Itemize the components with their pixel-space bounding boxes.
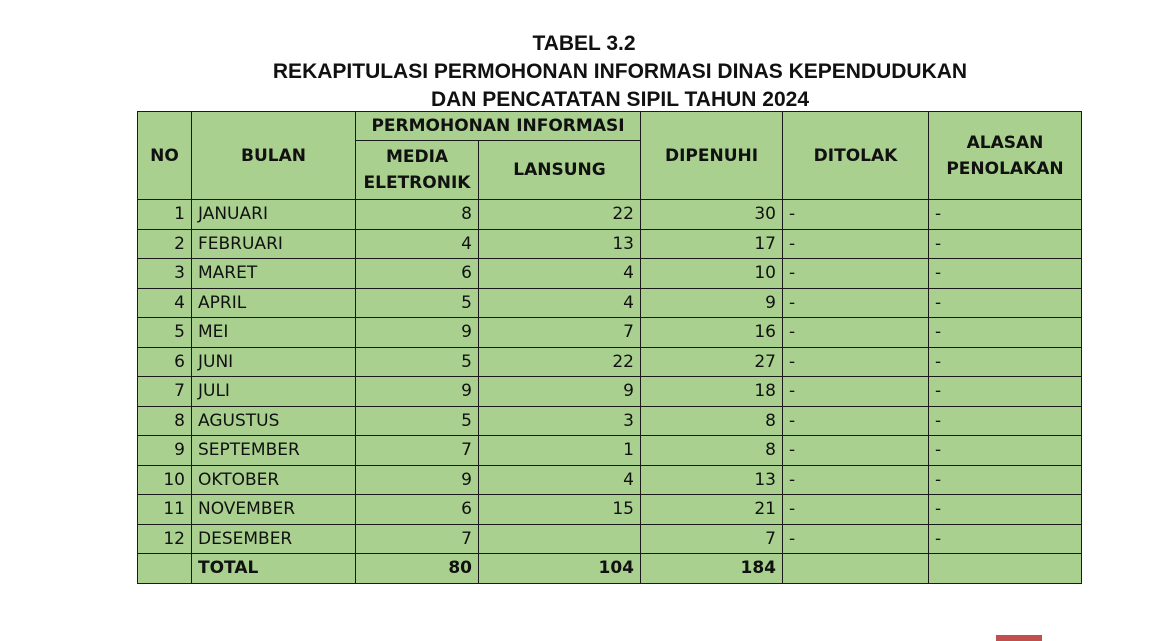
cell-dipenuhi: 9 xyxy=(641,288,783,318)
cell-dipenuhi: 8 xyxy=(641,406,783,436)
cell-no: 1 xyxy=(138,200,192,230)
cell-langsung: 3 xyxy=(479,406,641,436)
page-corner-mark xyxy=(996,635,1042,641)
header-ditolak: DITOLAK xyxy=(783,112,929,200)
cell-alasan: - xyxy=(929,524,1082,554)
header-bulan: BULAN xyxy=(192,112,356,200)
cell-media: 6 xyxy=(356,259,479,289)
cell-no: 4 xyxy=(138,288,192,318)
cell-bulan: SEPTEMBER xyxy=(192,436,356,466)
cell-no: 7 xyxy=(138,377,192,407)
cell-langsung: 7 xyxy=(479,318,641,348)
cell-bulan: DESEMBER xyxy=(192,524,356,554)
total-alasan-empty xyxy=(929,554,1082,584)
cell-ditolak: - xyxy=(783,347,929,377)
cell-no: 8 xyxy=(138,406,192,436)
cell-alasan: - xyxy=(929,347,1082,377)
header-permohonan: PERMOHONAN INFORMASI xyxy=(356,112,641,141)
header-media xyxy=(356,141,479,200)
total-ditolak-empty xyxy=(783,554,929,584)
table-number-title: TABEL 3.2 xyxy=(532,32,636,55)
cell-no: 10 xyxy=(138,465,192,495)
cell-no: 11 xyxy=(138,495,192,525)
table-title-line-2: DAN PENCATATAN SIPIL TAHUN 2024 xyxy=(430,88,810,111)
header-langsung: LANSUNG xyxy=(479,141,641,200)
table-row xyxy=(138,406,1082,436)
table-row xyxy=(138,259,1082,289)
cell-alasan: - xyxy=(929,377,1082,407)
cell-bulan: JANUARI xyxy=(192,200,356,230)
header-alasan-line2: PENOLAKAN xyxy=(946,158,1064,179)
cell-media: 6 xyxy=(356,495,479,525)
header-media-line1: MEDIA xyxy=(385,147,449,167)
cell-media: 8 xyxy=(356,200,479,230)
cell-ditolak: - xyxy=(783,406,929,436)
cell-media: 5 xyxy=(356,406,479,436)
cell-media: 9 xyxy=(356,377,479,407)
cell-alasan: - xyxy=(929,406,1082,436)
table-title-line-1: REKAPITULASI PERMOHONAN INFORMASI DINAS KEPENDUDUKAN xyxy=(272,60,968,83)
cell-langsung: 13 xyxy=(479,229,641,259)
cell-no: 6 xyxy=(138,347,192,377)
cell-no: 5 xyxy=(138,318,192,348)
total-media: 80 xyxy=(356,554,479,584)
cell-media: 7 xyxy=(356,524,479,554)
total-langsung: 104 xyxy=(479,554,641,584)
table-row xyxy=(138,495,1082,525)
table-row xyxy=(138,524,1082,554)
cell-ditolak: - xyxy=(783,200,929,230)
cell-langsung: 1 xyxy=(479,436,641,466)
header-alasan xyxy=(929,112,1082,200)
cell-no: 9 xyxy=(138,436,192,466)
table-body xyxy=(138,200,1082,584)
cell-dipenuhi: 16 xyxy=(641,318,783,348)
cell-alasan: - xyxy=(929,288,1082,318)
table-row xyxy=(138,200,1082,230)
header-media-line2: ELETRONIK xyxy=(363,173,471,193)
table-row xyxy=(138,377,1082,407)
table-row xyxy=(138,436,1082,466)
cell-langsung: 15 xyxy=(479,495,641,525)
header-no: NO xyxy=(138,112,192,200)
cell-ditolak: - xyxy=(783,377,929,407)
total-dipenuhi: 184 xyxy=(641,554,783,584)
cell-bulan: MEI xyxy=(192,318,356,348)
cell-dipenuhi: 13 xyxy=(641,465,783,495)
cell-no: 3 xyxy=(138,259,192,289)
cell-alasan: - xyxy=(929,318,1082,348)
cell-alasan: - xyxy=(929,465,1082,495)
cell-ditolak: - xyxy=(783,318,929,348)
cell-dipenuhi: 27 xyxy=(641,347,783,377)
cell-dipenuhi: 21 xyxy=(641,495,783,525)
table-row xyxy=(138,465,1082,495)
cell-dipenuhi: 10 xyxy=(641,259,783,289)
cell-langsung: 4 xyxy=(479,465,641,495)
cell-ditolak: - xyxy=(783,495,929,525)
cell-dipenuhi: 17 xyxy=(641,229,783,259)
cell-alasan: - xyxy=(929,436,1082,466)
cell-alasan: - xyxy=(929,495,1082,525)
cell-dipenuhi: 8 xyxy=(641,436,783,466)
cell-alasan: - xyxy=(929,200,1082,230)
table-row xyxy=(138,229,1082,259)
cell-ditolak: - xyxy=(783,259,929,289)
table-row xyxy=(138,347,1082,377)
cell-ditolak: - xyxy=(783,524,929,554)
total-label: TOTAL xyxy=(192,554,356,584)
cell-ditolak: - xyxy=(783,288,929,318)
cell-bulan: JULI xyxy=(192,377,356,407)
header-alasan-line1: ALASAN xyxy=(966,132,1044,153)
cell-dipenuhi: 7 xyxy=(641,524,783,554)
cell-dipenuhi: 30 xyxy=(641,200,783,230)
cell-alasan: - xyxy=(929,259,1082,289)
cell-bulan: FEBRUARI xyxy=(192,229,356,259)
cell-bulan: JUNI xyxy=(192,347,356,377)
cell-langsung: 4 xyxy=(479,259,641,289)
cell-langsung xyxy=(479,524,641,554)
table-row xyxy=(138,288,1082,318)
cell-bulan: AGUSTUS xyxy=(192,406,356,436)
cell-media: 7 xyxy=(356,436,479,466)
cell-bulan: OKTOBER xyxy=(192,465,356,495)
cell-no-empty xyxy=(138,554,192,584)
cell-ditolak: - xyxy=(783,465,929,495)
cell-media: 9 xyxy=(356,465,479,495)
cell-bulan: APRIL xyxy=(192,288,356,318)
cell-langsung: 4 xyxy=(479,288,641,318)
cell-media: 9 xyxy=(356,318,479,348)
cell-langsung: 9 xyxy=(479,377,641,407)
recap-table xyxy=(137,111,1082,584)
cell-langsung: 22 xyxy=(479,200,641,230)
cell-bulan: MARET xyxy=(192,259,356,289)
cell-no: 12 xyxy=(138,524,192,554)
cell-media: 5 xyxy=(356,347,479,377)
header-dipenuhi: DIPENUHI xyxy=(641,112,783,200)
cell-ditolak: - xyxy=(783,229,929,259)
table-header xyxy=(138,112,1082,200)
cell-ditolak: - xyxy=(783,436,929,466)
cell-alasan: - xyxy=(929,229,1082,259)
cell-media: 4 xyxy=(356,229,479,259)
cell-no: 2 xyxy=(138,229,192,259)
cell-media: 5 xyxy=(356,288,479,318)
cell-langsung: 22 xyxy=(479,347,641,377)
cell-bulan: NOVEMBER xyxy=(192,495,356,525)
table-row xyxy=(138,318,1082,348)
cell-dipenuhi: 18 xyxy=(641,377,783,407)
total-row xyxy=(138,554,1082,584)
